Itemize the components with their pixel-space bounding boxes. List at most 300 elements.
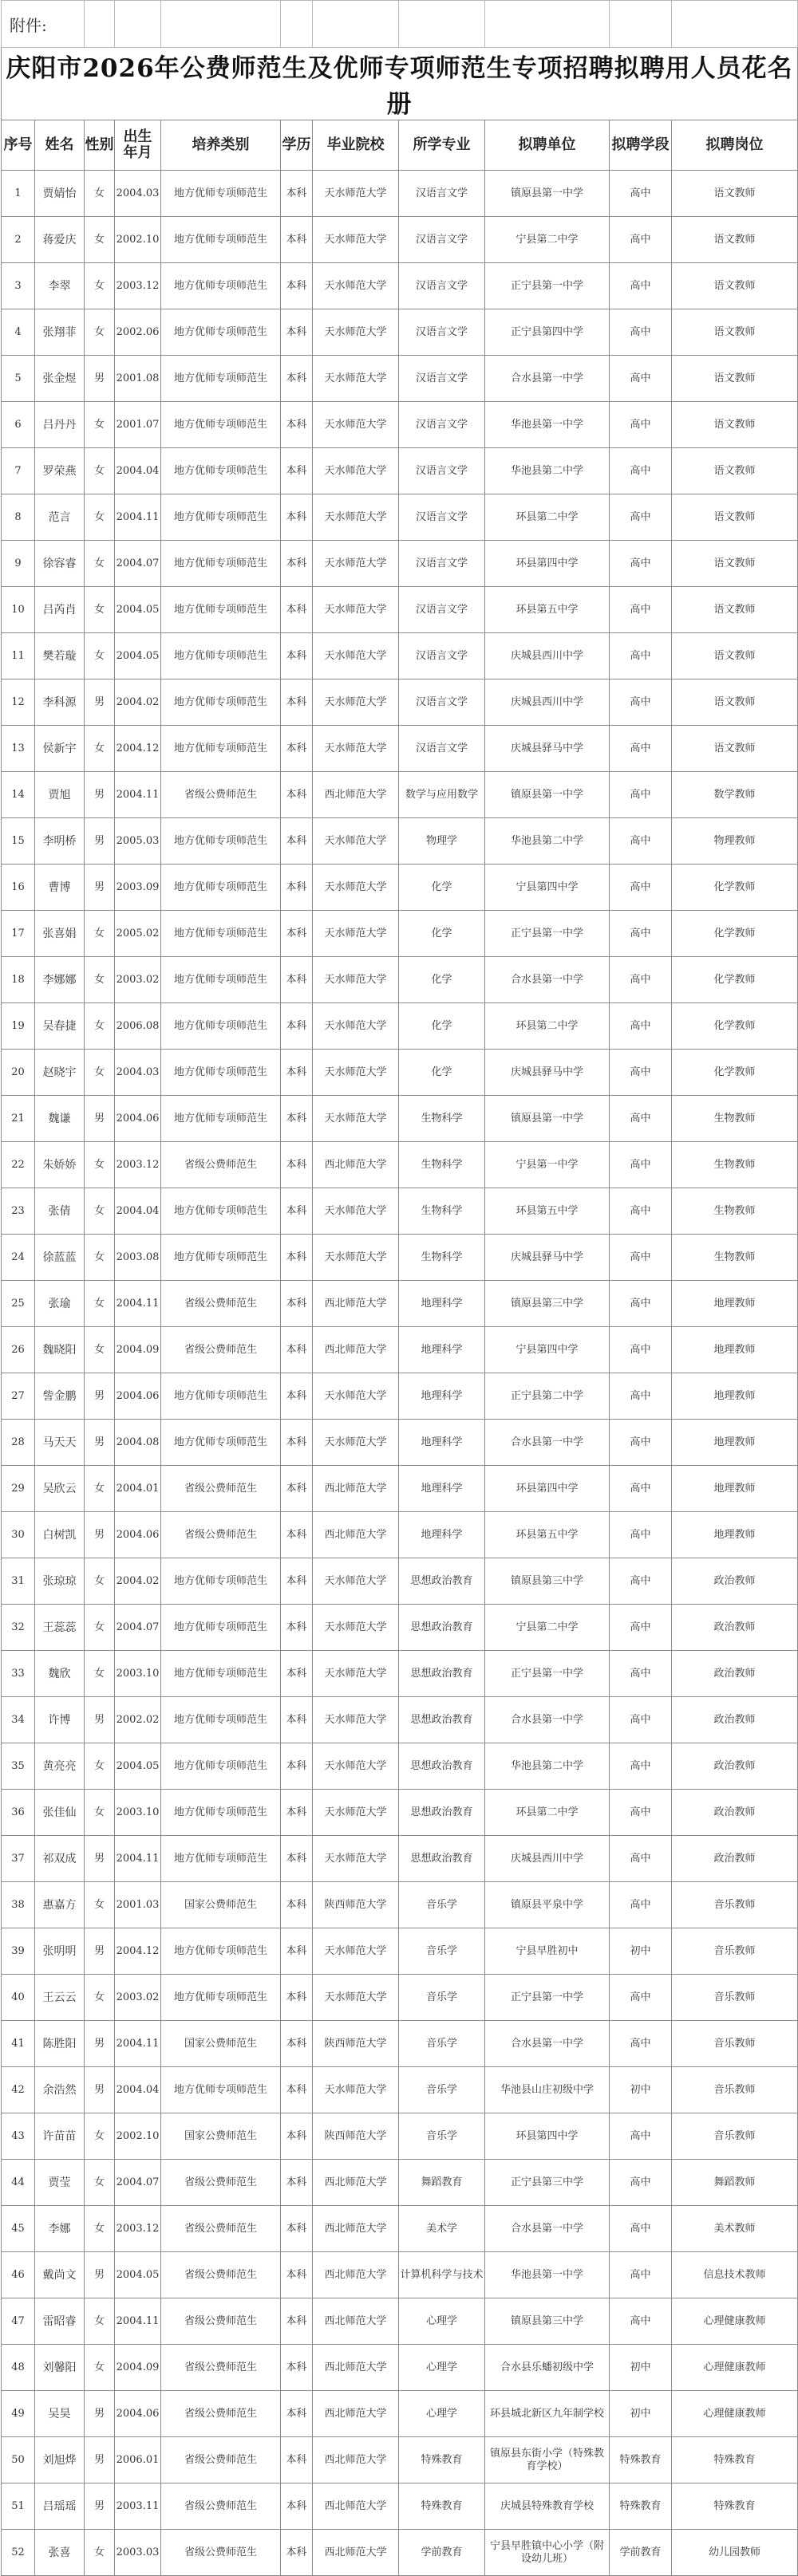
cell-name: 戴尚文 [35, 2252, 85, 2298]
cell-major: 音乐学 [399, 2067, 485, 2113]
cell-training-type: 地方优师专项师范生 [161, 818, 281, 865]
cell-position: 心理健康教师 [672, 2391, 798, 2437]
cell-employer: 镇原县第一中学 [485, 1096, 610, 1142]
table-row [2, 957, 798, 1003]
cell-position: 语文教师 [672, 217, 798, 263]
cell-position: 特殊教育 [672, 2483, 798, 2530]
cell-birth: 2004.02 [115, 1558, 161, 1605]
cell-school-level: 高中 [610, 2160, 672, 2206]
table-row [2, 263, 798, 309]
cell-degree: 本科 [281, 1096, 313, 1142]
cell-birth: 2004.11 [115, 772, 161, 818]
cell-birth: 2005.02 [115, 911, 161, 957]
cell-major: 汉语言文学 [399, 541, 485, 587]
table-row [2, 1790, 798, 1836]
cell-index: 7 [2, 448, 35, 494]
cell-university: 天水师范大学 [313, 263, 399, 309]
cell-training-type: 省级公费师范生 [161, 2483, 281, 2530]
table-row [2, 494, 798, 541]
cell-gender: 男 [85, 2437, 115, 2483]
header-employer: 拟聘单位 [485, 120, 610, 171]
cell-position: 美术教师 [672, 2206, 798, 2252]
cell-name: 魏谦 [35, 1096, 85, 1142]
cell-degree: 本科 [281, 1605, 313, 1651]
cell-degree: 本科 [281, 171, 313, 217]
cell-school-level: 高中 [610, 1558, 672, 1605]
cell-major: 化学 [399, 911, 485, 957]
cell-university: 天水师范大学 [313, 1373, 399, 1420]
cell-position: 语文教师 [672, 726, 798, 772]
cell-employer: 华池县第一中学 [485, 2252, 610, 2298]
cell-major: 地理科学 [399, 1420, 485, 1466]
cell-birth: 2004.04 [115, 448, 161, 494]
cell-position: 化学教师 [672, 911, 798, 957]
cell-university: 天水师范大学 [313, 1743, 399, 1790]
cell-position: 生物教师 [672, 1235, 798, 1281]
cell-university: 天水师范大学 [313, 1651, 399, 1697]
cell-index: 37 [2, 1836, 35, 1882]
table-row [2, 679, 798, 726]
cell-birth: 2004.07 [115, 541, 161, 587]
cell-position: 政治教师 [672, 1836, 798, 1882]
cell-school-level: 高中 [610, 679, 672, 726]
cell-position: 音乐教师 [672, 1975, 798, 2021]
cell-index: 11 [2, 633, 35, 679]
cell-training-type: 省级公费师范生 [161, 772, 281, 818]
cell-university: 西北师范大学 [313, 1466, 399, 1512]
cell-employer: 环县第二中学 [485, 494, 610, 541]
cell-index: 50 [2, 2437, 35, 2483]
cell-gender: 女 [85, 402, 115, 448]
cell-degree: 本科 [281, 1235, 313, 1281]
table-row [2, 2483, 798, 2530]
cell-name: 张明明 [35, 1928, 85, 1975]
cell-name: 陈胜阳 [35, 2021, 85, 2067]
cell-employer: 合水县第一中学 [485, 1420, 610, 1466]
cell-name: 张琼琼 [35, 1558, 85, 1605]
cell-university: 天水师范大学 [313, 1558, 399, 1605]
cell-index: 35 [2, 1743, 35, 1790]
cell-major: 汉语言文学 [399, 217, 485, 263]
cell-name: 李娜娜 [35, 957, 85, 1003]
cell-birth: 2004.11 [115, 2298, 161, 2345]
cell-major: 学前教育 [399, 2530, 485, 2576]
cell-birth: 2003.08 [115, 1235, 161, 1281]
cell-school-level: 高中 [610, 957, 672, 1003]
cell-index: 47 [2, 2298, 35, 2345]
cell-training-type: 地方优师专项师范生 [161, 1558, 281, 1605]
cell-position: 地理教师 [672, 1512, 798, 1558]
cell-gender: 女 [85, 2298, 115, 2345]
cell-employer: 镇原县第三中学 [485, 1558, 610, 1605]
cell-employer: 正宁县第四中学 [485, 309, 610, 356]
cell-index: 40 [2, 1975, 35, 2021]
cell-gender: 女 [85, 263, 115, 309]
cell-school-level: 高中 [610, 2252, 672, 2298]
cell-index: 33 [2, 1651, 35, 1697]
cell-birth: 2001.07 [115, 402, 161, 448]
cell-university: 西北师范大学 [313, 2160, 399, 2206]
table-row [2, 1327, 798, 1373]
cell-training-type: 省级公费师范生 [161, 1512, 281, 1558]
cell-name: 刘馨阳 [35, 2345, 85, 2391]
cell-name: 许苗苗 [35, 2113, 85, 2160]
cell-degree: 本科 [281, 1188, 313, 1235]
cell-position: 音乐教师 [672, 2113, 798, 2160]
cell-degree: 本科 [281, 2437, 313, 2483]
cell-position: 化学教师 [672, 1003, 798, 1050]
table-row [2, 1975, 798, 2021]
cell-degree: 本科 [281, 726, 313, 772]
table-row [2, 2252, 798, 2298]
cell-birth: 2003.12 [115, 263, 161, 309]
cell-major: 地理科学 [399, 1281, 485, 1327]
cell-birth: 2002.06 [115, 309, 161, 356]
cell-university: 天水师范大学 [313, 1235, 399, 1281]
cell-major: 汉语言文学 [399, 494, 485, 541]
cell-university: 天水师范大学 [313, 865, 399, 911]
cell-training-type: 地方优师专项师范生 [161, 1003, 281, 1050]
cell-degree: 本科 [281, 1558, 313, 1605]
cell-birth: 2002.10 [115, 217, 161, 263]
cell-degree: 本科 [281, 1975, 313, 2021]
cell-gender: 女 [85, 2113, 115, 2160]
cell-name: 张喜娟 [35, 911, 85, 957]
cell-index: 25 [2, 1281, 35, 1327]
cell-employer: 宁县第二中学 [485, 1605, 610, 1651]
cell-school-level: 高中 [610, 1420, 672, 1466]
cell-index: 13 [2, 726, 35, 772]
cell-school-level: 高中 [610, 1235, 672, 1281]
cell-school-level: 高中 [610, 1605, 672, 1651]
cell-degree: 本科 [281, 2067, 313, 2113]
cell-position: 信息技术教师 [672, 2252, 798, 2298]
cell-birth: 2003.02 [115, 957, 161, 1003]
cell-degree: 本科 [281, 356, 313, 402]
header-university: 毕业院校 [313, 120, 399, 171]
cell-position: 语文教师 [672, 448, 798, 494]
cell-name: 张倩 [35, 1188, 85, 1235]
cell-gender: 男 [85, 2067, 115, 2113]
cell-training-type: 地方优师专项师范生 [161, 1420, 281, 1466]
cell-position: 地理教师 [672, 1420, 798, 1466]
cell-gender: 男 [85, 2252, 115, 2298]
cell-gender: 男 [85, 1697, 115, 1743]
cell-position: 政治教师 [672, 1558, 798, 1605]
cell-training-type: 地方优师专项师范生 [161, 1836, 281, 1882]
cell-name: 吴欣云 [35, 1466, 85, 1512]
cell-name: 樊若璇 [35, 633, 85, 679]
cell-index: 29 [2, 1466, 35, 1512]
table-row [2, 1512, 798, 1558]
cell-degree: 本科 [281, 1373, 313, 1420]
cell-position: 音乐教师 [672, 2021, 798, 2067]
cell-position: 地理教师 [672, 1466, 798, 1512]
cell-university: 陕西师范大学 [313, 2021, 399, 2067]
table-row [2, 633, 798, 679]
cell-index: 20 [2, 1050, 35, 1096]
cell-training-type: 省级公费师范生 [161, 2345, 281, 2391]
cell-school-level: 高中 [610, 1281, 672, 1327]
cell-training-type: 地方优师专项师范生 [161, 263, 281, 309]
cell-major: 音乐学 [399, 1975, 485, 2021]
cell-university: 西北师范大学 [313, 2483, 399, 2530]
cell-degree: 本科 [281, 1281, 313, 1327]
cell-position: 心理健康教师 [672, 2345, 798, 2391]
cell-birth: 2004.05 [115, 2252, 161, 2298]
cell-gender: 女 [85, 1188, 115, 1235]
cell-birth: 2003.11 [115, 2483, 161, 2530]
cell-index: 21 [2, 1096, 35, 1142]
column-header-row [2, 120, 798, 171]
cell-gender: 女 [85, 1743, 115, 1790]
cell-position: 语文教师 [672, 402, 798, 448]
cell-employer: 合水县第一中学 [485, 1697, 610, 1743]
cell-name: 贾旭 [35, 772, 85, 818]
cell-index: 39 [2, 1928, 35, 1975]
cell-school-level: 初中 [610, 2067, 672, 2113]
cell-training-type: 省级公费师范生 [161, 2160, 281, 2206]
cell-position: 音乐教师 [672, 1928, 798, 1975]
cell-major: 生物科学 [399, 1096, 485, 1142]
title-row [2, 48, 798, 120]
cell-training-type: 地方优师专项师范生 [161, 1605, 281, 1651]
cell-index: 32 [2, 1605, 35, 1651]
cell-gender: 男 [85, 1373, 115, 1420]
cell-university: 天水师范大学 [313, 679, 399, 726]
cell-employer: 环县第四中学 [485, 1466, 610, 1512]
cell-name: 李娜 [35, 2206, 85, 2252]
cell-position: 地理教师 [672, 1327, 798, 1373]
cell-birth: 2004.12 [115, 1928, 161, 1975]
cell-major: 生物科学 [399, 1235, 485, 1281]
cell-employer: 华池县第二中学 [485, 1743, 610, 1790]
cell-major: 汉语言文学 [399, 356, 485, 402]
cell-degree: 本科 [281, 1790, 313, 1836]
cell-degree: 本科 [281, 2021, 313, 2067]
cell-gender: 女 [85, 1281, 115, 1327]
cell-name: 蒋爱庆 [35, 217, 85, 263]
cell-major: 生物科学 [399, 1188, 485, 1235]
cell-employer: 华池县第一中学 [485, 402, 610, 448]
cell-major: 汉语言文学 [399, 402, 485, 448]
cell-employer: 合水县第一中学 [485, 957, 610, 1003]
cell-school-level: 高中 [610, 263, 672, 309]
cell-degree: 本科 [281, 1697, 313, 1743]
cell-university: 天水师范大学 [313, 1697, 399, 1743]
cell-gender: 女 [85, 2160, 115, 2206]
cell-training-type: 省级公费师范生 [161, 2437, 281, 2483]
cell-school-level: 高中 [610, 1096, 672, 1142]
cell-index: 24 [2, 1235, 35, 1281]
table-row [2, 2206, 798, 2252]
cell-major: 舞蹈教育 [399, 2160, 485, 2206]
cell-major: 汉语言文学 [399, 587, 485, 633]
attachment-row [2, 1, 798, 48]
cell-employer: 合水县第一中学 [485, 2021, 610, 2067]
cell-university: 天水师范大学 [313, 1096, 399, 1142]
cell-name: 罗荣燕 [35, 448, 85, 494]
cell-birth: 2004.09 [115, 1327, 161, 1373]
cell-birth: 2004.12 [115, 726, 161, 772]
cell-university: 天水师范大学 [313, 171, 399, 217]
cell-gender: 女 [85, 1466, 115, 1512]
cell-school-level: 高中 [610, 1327, 672, 1373]
cell-birth: 2004.06 [115, 1512, 161, 1558]
cell-name: 范言 [35, 494, 85, 541]
roster-body [2, 171, 798, 2576]
cell-index: 2 [2, 217, 35, 263]
cell-name: 赵晓宇 [35, 1050, 85, 1096]
cell-degree: 本科 [281, 448, 313, 494]
cell-major: 数学与应用数学 [399, 772, 485, 818]
cell-gender: 女 [85, 726, 115, 772]
cell-birth: 2003.03 [115, 2530, 161, 2576]
cell-major: 思想政治教育 [399, 1651, 485, 1697]
cell-training-type: 地方优师专项师范生 [161, 679, 281, 726]
cell-index: 12 [2, 679, 35, 726]
cell-birth: 2004.07 [115, 1605, 161, 1651]
cell-employer: 宁县早胜镇中心小学（附设幼儿班） [485, 2530, 610, 2576]
cell-position: 政治教师 [672, 1605, 798, 1651]
cell-training-type: 地方优师专项师范生 [161, 587, 281, 633]
cell-position: 数学教师 [672, 772, 798, 818]
cell-birth: 2003.10 [115, 1790, 161, 1836]
cell-school-level: 初中 [610, 1928, 672, 1975]
attachment-label: 附件: [2, 1, 85, 48]
cell-gender: 女 [85, 2345, 115, 2391]
cell-employer: 合水县乐蟠初级中学 [485, 2345, 610, 2391]
cell-university: 天水师范大学 [313, 2067, 399, 2113]
cell-training-type: 国家公费师范生 [161, 2021, 281, 2067]
cell-degree: 本科 [281, 1512, 313, 1558]
cell-major: 思想政治教育 [399, 1605, 485, 1651]
cell-university: 西北师范大学 [313, 1512, 399, 1558]
cell-employer: 庆城县驿马中学 [485, 726, 610, 772]
cell-employer: 宁县第四中学 [485, 865, 610, 911]
table-row [2, 2160, 798, 2206]
cell-name: 贾莹 [35, 2160, 85, 2206]
cell-name: 祁双成 [35, 1836, 85, 1882]
cell-school-level: 高中 [610, 1651, 672, 1697]
cell-position: 政治教师 [672, 1743, 798, 1790]
cell-training-type: 地方优师专项师范生 [161, 217, 281, 263]
cell-training-type: 地方优师专项师范生 [161, 1235, 281, 1281]
cell-position: 生物教师 [672, 1188, 798, 1235]
cell-school-level: 高中 [610, 911, 672, 957]
cell-gender: 男 [85, 679, 115, 726]
cell-position: 语文教师 [672, 679, 798, 726]
cell-gender: 女 [85, 1050, 115, 1096]
cell-index: 5 [2, 356, 35, 402]
cell-university: 天水师范大学 [313, 957, 399, 1003]
cell-training-type: 地方优师专项师范生 [161, 448, 281, 494]
cell-training-type: 地方优师专项师范生 [161, 494, 281, 541]
cell-major: 思想政治教育 [399, 1790, 485, 1836]
cell-birth: 2003.02 [115, 1975, 161, 2021]
cell-gender: 女 [85, 1882, 115, 1928]
table-row [2, 2021, 798, 2067]
cell-school-level: 高中 [610, 541, 672, 587]
table-row [2, 1605, 798, 1651]
cell-university: 天水师范大学 [313, 217, 399, 263]
cell-degree: 本科 [281, 633, 313, 679]
table-row [2, 587, 798, 633]
cell-gender: 女 [85, 1142, 115, 1188]
cell-birth: 2004.06 [115, 1096, 161, 1142]
cell-degree: 本科 [281, 957, 313, 1003]
cell-gender: 女 [85, 494, 115, 541]
cell-school-level: 高中 [610, 1003, 672, 1050]
cell-degree: 本科 [281, 309, 313, 356]
cell-name: 侯新宇 [35, 726, 85, 772]
cell-position: 舞蹈教师 [672, 2160, 798, 2206]
cell-gender: 女 [85, 2530, 115, 2576]
cell-birth: 2004.11 [115, 2021, 161, 2067]
cell-index: 44 [2, 2160, 35, 2206]
cell-school-level: 高中 [610, 1142, 672, 1188]
cell-employer: 镇原县东街小学（特殊教育学校） [485, 2437, 610, 2483]
cell-employer: 庆城县驿马中学 [485, 1235, 610, 1281]
cell-index: 16 [2, 865, 35, 911]
cell-gender: 男 [85, 1836, 115, 1882]
cell-position: 化学教师 [672, 865, 798, 911]
table-row [2, 1928, 798, 1975]
cell-birth: 2003.12 [115, 1142, 161, 1188]
cell-major: 化学 [399, 1003, 485, 1050]
cell-gender: 男 [85, 2483, 115, 2530]
cell-index: 46 [2, 2252, 35, 2298]
cell-name: 张瑜 [35, 1281, 85, 1327]
cell-gender: 女 [85, 2206, 115, 2252]
cell-degree: 本科 [281, 217, 313, 263]
cell-university: 陕西师范大学 [313, 1882, 399, 1928]
table-row [2, 2530, 798, 2576]
cell-school-level: 高中 [610, 1466, 672, 1512]
cell-index: 52 [2, 2530, 35, 2576]
cell-index: 43 [2, 2113, 35, 2160]
cell-index: 17 [2, 911, 35, 957]
cell-degree: 本科 [281, 2298, 313, 2345]
cell-major: 地理科学 [399, 1373, 485, 1420]
cell-major: 特殊教育 [399, 2483, 485, 2530]
table-row [2, 2067, 798, 2113]
table-row [2, 911, 798, 957]
cell-position: 语文教师 [672, 356, 798, 402]
cell-index: 3 [2, 263, 35, 309]
cell-degree: 本科 [281, 1327, 313, 1373]
table-row [2, 1420, 798, 1466]
header-training-type: 培养类别 [161, 120, 281, 171]
cell-university: 天水师范大学 [313, 1188, 399, 1235]
cell-employer: 庆城县西川中学 [485, 1836, 610, 1882]
cell-degree: 本科 [281, 2391, 313, 2437]
cell-birth: 2004.08 [115, 1420, 161, 1466]
table-row [2, 726, 798, 772]
cell-birth: 2001.08 [115, 356, 161, 402]
cell-gender: 女 [85, 911, 115, 957]
cell-major: 物理学 [399, 818, 485, 865]
table-row [2, 818, 798, 865]
cell-school-level: 高中 [610, 217, 672, 263]
cell-position: 政治教师 [672, 1790, 798, 1836]
cell-gender: 女 [85, 1975, 115, 2021]
table-row [2, 171, 798, 217]
cell-gender: 女 [85, 1790, 115, 1836]
cell-degree: 本科 [281, 2206, 313, 2252]
cell-birth: 2003.10 [115, 1651, 161, 1697]
cell-gender: 男 [85, 818, 115, 865]
